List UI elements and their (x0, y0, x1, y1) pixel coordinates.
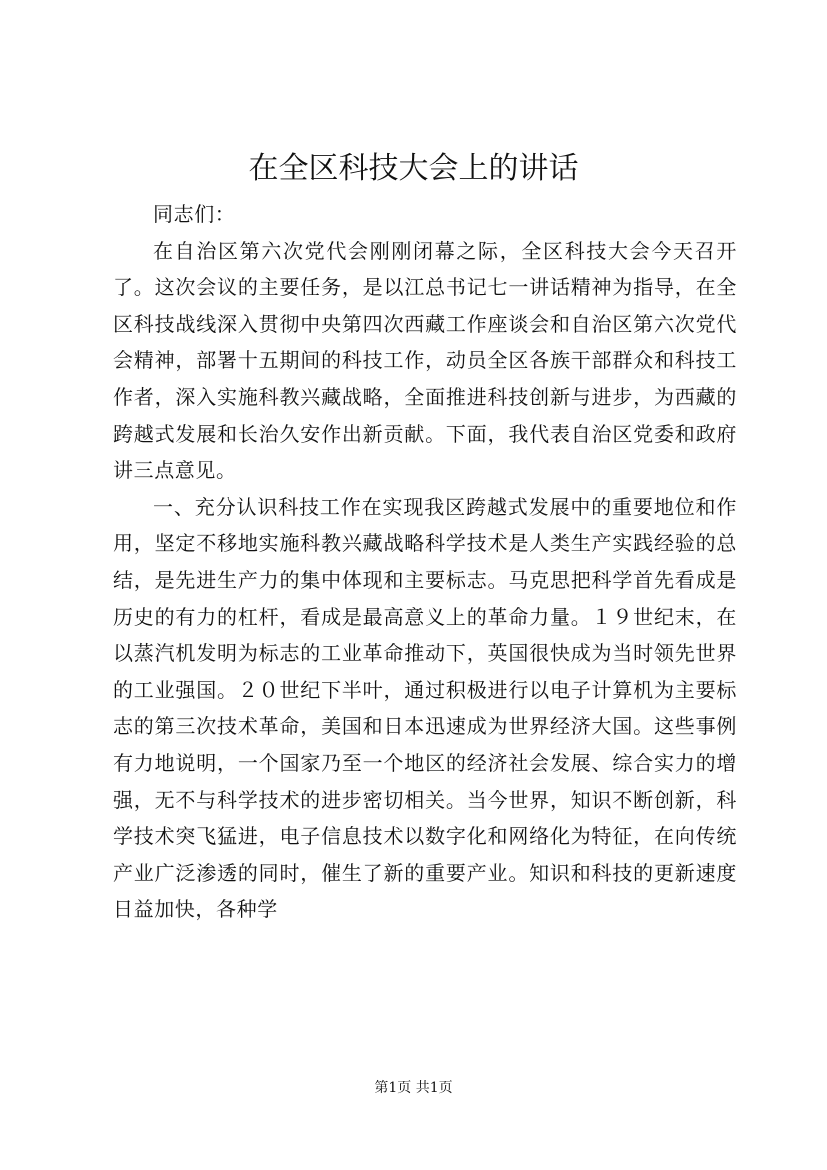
page-footer: 第1页 共1页 (374, 1080, 453, 1096)
document-body (113, 196, 737, 928)
paragraph-2: 一、充分认识科技工作在实现我区跨越式发展中的重要地位和作用，坚定不移地实施科教兴藏战略科学技术是人类生产实践经验的总结，是先进生产力的集中体现和主要标志。马克思把科学首先看成是历史的有力的杠杆，看成是最高意义上的革命力量。１９世纪末，在以蒸汽机发明为标志的工业革命推动下，英国很快成为当时领先世界的工业强国。２０世纪下半叶，通过积极进行以电子计算机为主要标志的第三次技术革命，美国和日本迅速成为世界经济大国。这些事例有力地说明，一个国家乃至一个地区的经济社会发展、综合实力的增强，无不与科学技术的进步密切相关。当今世界，知识不断创新，科学技术突飞猛进，电子信息技术以数字化和网络化为特征，在向传统产业广泛渗透的同时，催生了新的重要产业。知识和科技的更新速度日益加快，各种学 (113, 494, 737, 922)
salutation: 同志们： (153, 202, 236, 226)
paragraph-1: 在自治区第六次党代会刚刚闭幕之际，全区科技大会今天召开了。这次会议的主要任务，是以江总书记七一讲话精神为指导，在全区科技战线深入贯彻中央第四次西藏工作座谈会和自治区第六次党代会精神，部署十五期间的科技工作，动员全区各族干部群众和科技工作者，深入实施科教兴藏战略，全面推进科技创新与进步，为西藏的跨越式发展和长治久安作出新贡献。下面，我代表自治区党委和政府讲三点意见。 (113, 238, 737, 483)
document-title: 在全区科技大会上的讲话 (248, 151, 579, 186)
